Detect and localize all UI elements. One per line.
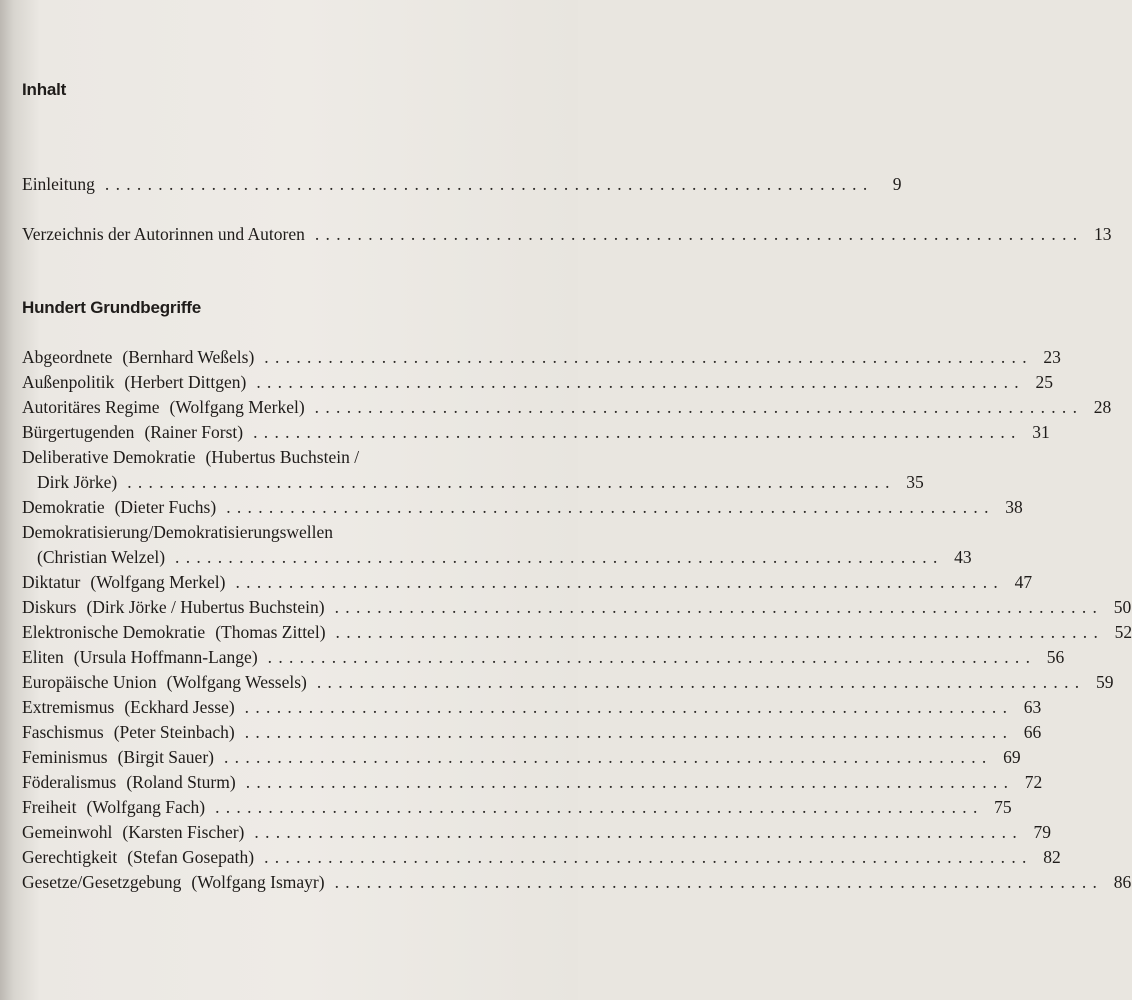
entry-title: Föderalismus bbox=[22, 772, 117, 792]
toc-entry bbox=[22, 570, 1033, 594]
entry-author: (Dirk Jörke / Hubertus Buchstein) bbox=[86, 597, 325, 617]
entry-author: (Dieter Fuchs) bbox=[114, 497, 217, 517]
dot-leader: ........................................................................ bbox=[334, 597, 1104, 617]
page-number: 82 bbox=[1043, 847, 1061, 867]
entry-title: Einleitung bbox=[22, 174, 95, 194]
entry-title: Bürgertugenden bbox=[22, 422, 135, 442]
entry-author: (Thomas Zittel) bbox=[215, 622, 326, 642]
entry-title: Europäische Union bbox=[22, 672, 157, 692]
entry-author: (Stefan Gosepath) bbox=[127, 847, 255, 867]
toc-entry bbox=[22, 595, 1132, 619]
page-number: 69 bbox=[1003, 747, 1021, 767]
entry-author: (Birgit Sauer) bbox=[117, 747, 214, 767]
page-number: 79 bbox=[1033, 822, 1051, 842]
entry-title: Gerechtigkeit bbox=[22, 847, 118, 867]
dot-leader: ........................................................................ bbox=[254, 822, 1023, 842]
page-number: 86 bbox=[1113, 872, 1132, 892]
entry-title: Extremismus bbox=[22, 697, 115, 717]
page-number: 43 bbox=[954, 547, 972, 567]
entry-author: (Karsten Fischer) bbox=[122, 822, 245, 842]
dot-leader: ........................................................................ bbox=[244, 697, 1014, 717]
page-number: 28 bbox=[1093, 397, 1112, 417]
entry-author: (Wolfgang Ismayr) bbox=[191, 872, 325, 892]
entry-title: Deliberative Demokratie bbox=[22, 447, 196, 467]
dot-leader: ........................................................................ bbox=[235, 572, 1005, 592]
toc-entry-first-line bbox=[22, 520, 333, 544]
dot-leader: ........................................................................ bbox=[223, 747, 993, 767]
section-heading: Hundert Grundbegriffe bbox=[22, 298, 202, 317]
dot-leader: ........................................................................ bbox=[335, 622, 1105, 642]
page-number: 50 bbox=[1113, 597, 1132, 617]
toc-entry-authors bbox=[22, 222, 1112, 246]
entry-author: (Peter Steinbach) bbox=[113, 722, 235, 742]
dot-leader: ........................................................................ bbox=[253, 422, 1022, 442]
page-number: 56 bbox=[1046, 647, 1065, 667]
dot-leader: ........................................................................ bbox=[215, 797, 984, 817]
entry-title: Freiheit bbox=[22, 797, 77, 817]
page-number: 66 bbox=[1023, 722, 1042, 742]
toc-entry bbox=[22, 345, 1061, 369]
dot-leader: ........................................................................ bbox=[175, 547, 944, 567]
page-number: 72 bbox=[1024, 772, 1043, 792]
entry-author: (Bernhard Weßels) bbox=[122, 347, 255, 367]
dot-leader: ........................................................................ bbox=[256, 372, 1025, 392]
toc-entry bbox=[22, 770, 1043, 794]
page-number: 59 bbox=[1095, 672, 1114, 692]
entry-author: (Wolfgang Merkel) bbox=[90, 572, 226, 592]
toc-entry bbox=[22, 620, 1132, 644]
entry-author: (Ursula Hoffmann-Lange) bbox=[73, 647, 258, 667]
toc-heading: Inhalt bbox=[22, 80, 67, 99]
entry-author: (Wolfgang Fach) bbox=[86, 797, 206, 817]
entry-title: Gemeinwohl bbox=[22, 822, 113, 842]
entry-title: Außenpolitik bbox=[22, 372, 115, 392]
entry-author: Dirk Jörke) bbox=[37, 472, 118, 492]
dot-leader: ........................................................................ bbox=[226, 497, 995, 517]
entry-author: (Wolfgang Merkel) bbox=[169, 397, 305, 417]
entry-title: Faschismus bbox=[22, 722, 104, 742]
toc-entry bbox=[22, 495, 1023, 519]
toc-entry bbox=[22, 420, 1050, 444]
toc-entry bbox=[22, 720, 1042, 744]
entry-title: Demokratisierung/Demokratisierungswellen bbox=[22, 522, 334, 542]
dot-leader: ........................................................................ bbox=[245, 772, 1015, 792]
entry-author: (Herbert Dittgen) bbox=[124, 372, 247, 392]
page-number: 35 bbox=[906, 472, 924, 492]
dot-leader: ........................................................................ bbox=[127, 472, 896, 492]
entry-title: Verzeichnis der Autorinnen und Autoren bbox=[22, 224, 305, 244]
entry-author: (Eckhard Jesse) bbox=[124, 697, 235, 717]
dot-leader: ........................................................................ bbox=[314, 224, 1084, 244]
dot-leader: ........................................................................ bbox=[104, 174, 874, 194]
entry-author: (Hubertus Buchstein / bbox=[205, 447, 360, 467]
entry-author: (Christian Welzel) bbox=[37, 547, 166, 567]
toc-entry bbox=[22, 395, 1112, 419]
entry-title: Eliten bbox=[22, 647, 64, 667]
entry-title: Feminismus bbox=[22, 747, 108, 767]
toc-entry-first-line bbox=[22, 445, 359, 469]
toc-entry bbox=[22, 845, 1061, 869]
page-number: 47 bbox=[1014, 572, 1033, 592]
entry-title: Diktatur bbox=[22, 572, 81, 592]
entry-title: Elektronische Demokratie bbox=[22, 622, 206, 642]
page-number: 63 bbox=[1023, 697, 1042, 717]
entry-title: Autoritäres Regime bbox=[22, 397, 160, 417]
entry-title: Gesetze/Gesetzgebung bbox=[22, 872, 182, 892]
toc-entry bbox=[22, 695, 1042, 719]
entry-author: (Wolfgang Wessels) bbox=[166, 672, 307, 692]
toc-entry-introduction bbox=[22, 172, 902, 196]
toc-entry bbox=[22, 820, 1051, 844]
toc-entry-continuation bbox=[37, 545, 972, 569]
entry-title: Diskurs bbox=[22, 597, 77, 617]
dot-leader: ........................................................................ bbox=[244, 722, 1014, 742]
entry-author: (Roland Sturm) bbox=[126, 772, 236, 792]
page-number: 9 bbox=[892, 174, 902, 194]
page-number: 75 bbox=[994, 797, 1012, 817]
dot-leader: ........................................................................ bbox=[314, 397, 1084, 417]
toc-entry bbox=[22, 870, 1132, 894]
entry-title: Abgeordnete bbox=[22, 347, 113, 367]
dot-leader: ........................................................................ bbox=[264, 847, 1033, 867]
toc-entry bbox=[22, 795, 1012, 819]
dot-leader: ........................................................................ bbox=[334, 872, 1104, 892]
page-number: 23 bbox=[1043, 347, 1061, 367]
dot-leader: ........................................................................ bbox=[316, 672, 1086, 692]
toc-entry-continuation bbox=[37, 470, 924, 494]
page-number: 38 bbox=[1005, 497, 1023, 517]
toc-entry bbox=[22, 670, 1114, 694]
toc-entry bbox=[22, 645, 1065, 669]
toc-entry bbox=[22, 745, 1021, 769]
toc-entry bbox=[22, 370, 1053, 394]
page-number: 52 bbox=[1114, 622, 1132, 642]
page-number: 13 bbox=[1093, 224, 1112, 244]
page-number: 31 bbox=[1032, 422, 1050, 442]
page-number: 25 bbox=[1035, 372, 1053, 392]
entry-title: Demokratie bbox=[22, 497, 105, 517]
dot-leader: ........................................................................ bbox=[267, 647, 1037, 667]
entry-author: (Rainer Forst) bbox=[144, 422, 244, 442]
dot-leader: ........................................................................ bbox=[264, 347, 1033, 367]
